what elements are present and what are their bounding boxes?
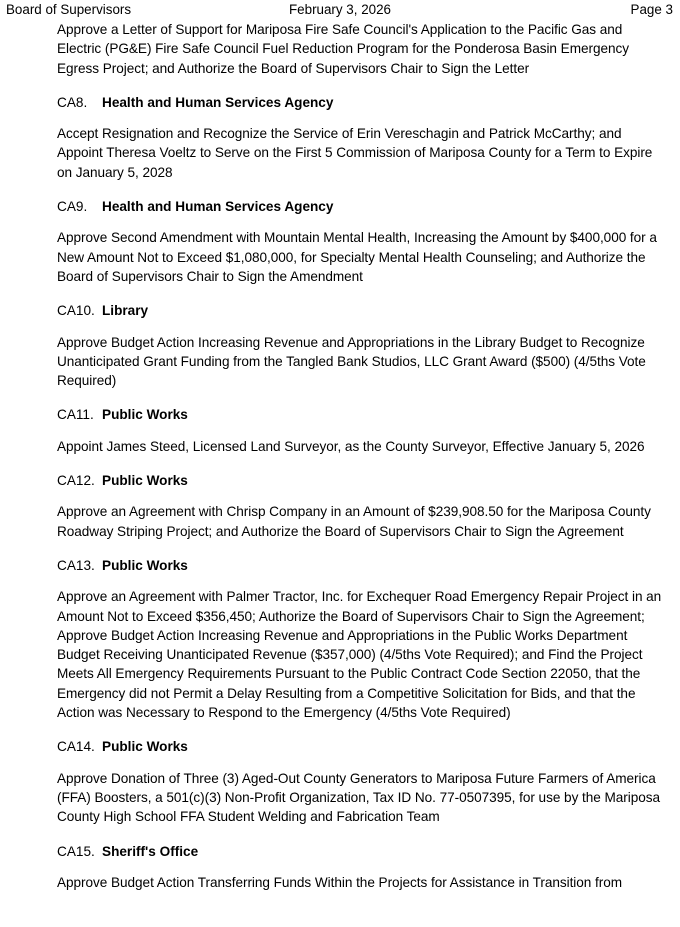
item-number: CA14. xyxy=(57,739,95,755)
agenda-item-ca11 xyxy=(57,405,667,456)
item-department: Health and Human Services Agency xyxy=(102,199,334,215)
agenda-item-ca8 xyxy=(57,93,667,182)
intro-paragraph: Approve a Letter of Support for Mariposa Fire Safe Council's Application to the Pacific Gas and Electric (PG&E) Fire Safe Council Fuel Reduction Program for the Ponderosa Basin Emergency Egress Project; and Authorize the Board of Supervisors Chair to Sign the Letter xyxy=(57,22,629,76)
item-number: CA10. xyxy=(57,303,95,319)
item-number: CA13. xyxy=(57,557,95,573)
agenda-item-ca14 xyxy=(57,737,667,826)
item-number: CA15. xyxy=(57,843,95,859)
agenda-item-ca9 xyxy=(57,197,667,286)
item-description: Accept Resignation and Recognize the Service of Erin Vereschagin and Patrick McCarthy; and Appoint Theresa Voeltz to Serve on the First 5 Commission of Mariposa County for a Term to Expire on January 5, 2028 xyxy=(57,126,653,180)
item-description: Appoint James Steed, Licensed Land Surveyor, as the County Surveyor, Effective January 5, 2026 xyxy=(57,438,645,454)
agenda-item-ca10 xyxy=(57,301,667,390)
item-department: Library xyxy=(102,303,149,319)
item-department: Public Works xyxy=(102,739,188,755)
item-department: Public Works xyxy=(102,557,188,573)
item-description: Approve Donation of Three (3) Aged-Out County Generators to Mariposa Future Farmers of America (FFA) Boosters, a 501(c)(3) Non-Profit Organization, Tax ID No. 77-0507395, for use by the Mariposa County High School FFA Student Welding and Fabrication Team xyxy=(57,770,661,825)
header-date: February 3, 2026 xyxy=(289,2,391,17)
item-description: Approve an Agreement with Palmer Tractor, Inc. for Exchequer Road Emergency Repair Project in an Amount Not to Exceed $356,450; Authorize the Board of Supervisors Chair to Sign the Agreement; Approve Budget Action Increasing Revenue and Appropriations in the Public Works Department Budget Receiving Unanticipated Revenue ($357,000) (4/5ths Vote Required); and Find the Project Meets All Emergency Requirements Pursuant to the Public Contract Code Section 22050, that the Emergency did not Permit a Delay Resulting from a Competitive Solicitation for Bids, and that the Action was Necessary to Respond to the Emergency (4/5ths Vote Required) xyxy=(57,589,662,721)
item-department: Health and Human Services Agency xyxy=(102,94,334,110)
item-description: Approve Budget Action Transferring Funds Within the Projects for Assistance in Transition from xyxy=(57,874,622,890)
item-number: CA8. xyxy=(57,94,88,110)
item-description: Approve Budget Action Increasing Revenue and Appropriations in the Library Budget to Recognize Unanticipated Grant Funding from the Tangled Bank Studios, LLC Grant Award ($500) (4/5ths Vote Required) xyxy=(57,334,646,389)
item-department: Public Works xyxy=(102,407,188,423)
header-org: Board of Supervisors xyxy=(6,2,132,17)
header-page-number: Page 3 xyxy=(630,2,673,17)
item-number: CA12. xyxy=(57,473,95,489)
agenda-item-ca12 xyxy=(57,471,667,541)
item-number: CA11. xyxy=(57,407,94,423)
agenda-item-ca15 xyxy=(57,842,667,893)
item-number: CA9. xyxy=(57,199,88,215)
item-description: Approve Second Amendment with Mountain Mental Health, Increasing the Amount by $400,000 for a New Amount Not to Exceed $1,080,000, for Specialty Mental Health Counseling; and Authorize the Board of Supervisors Chair to Sign the Amendment xyxy=(57,230,657,284)
item-department: Public Works xyxy=(102,473,188,489)
agenda-item-ca13 xyxy=(57,556,667,722)
item-department: Sheriff's Office xyxy=(102,843,199,859)
agenda-content xyxy=(57,20,667,892)
page-header xyxy=(0,0,680,20)
item-description: Approve an Agreement with Chrisp Company in an Amount of $239,908.50 for the Mariposa County Roadway Striping Project; and Authorize the Board of Supervisors Chair to Sign the Agreement xyxy=(57,504,651,539)
